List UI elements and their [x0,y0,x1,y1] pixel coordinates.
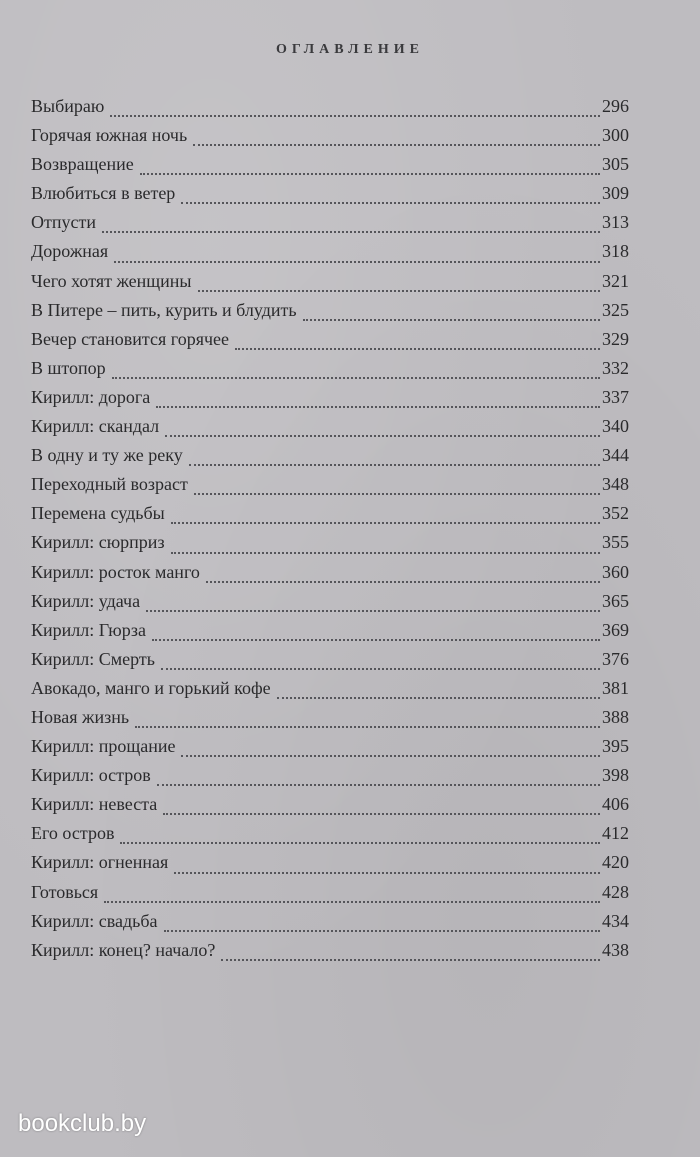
toc-entry [31,790,629,819]
toc-entry-title: Возвращение [31,154,134,175]
toc-entry-page: 420 [602,852,629,873]
toc-entry-page: 434 [602,910,629,931]
toc-entry [31,383,629,412]
toc-entry [31,92,629,121]
table-of-contents [31,92,629,965]
toc-entry-title: Кирилл: росток манго [31,561,200,582]
toc-entry [31,441,629,470]
dot-leader [174,872,600,874]
dot-leader [277,697,600,699]
toc-entry [31,587,629,616]
toc-entry-page: 344 [602,445,629,466]
toc-entry [31,645,629,674]
toc-entry [31,325,629,354]
toc-entry-title: Дорожная [31,241,109,262]
dot-leader [193,144,600,146]
toc-entry-title: Кирилл: Смерть [31,648,155,669]
dot-leader [198,290,600,292]
dot-leader [189,464,600,466]
toc-entry-title: Кирилл: прощание [31,736,176,757]
toc-entry-page: 309 [602,183,629,204]
toc-entry [31,528,629,557]
toc-entry-page: 388 [602,706,629,727]
toc-entry [31,412,629,441]
dot-leader [135,726,600,728]
toc-entry-title: Кирилл: скандал [31,416,160,437]
toc-entry-title: В одну и ту же реку [31,445,183,466]
toc-entry-title: Кирилл: остров [31,765,151,786]
toc-entry-page: 313 [602,212,629,233]
dot-leader [120,842,600,844]
dot-leader [114,261,600,263]
toc-entry-title: Выбираю [31,96,105,116]
toc-entry-page: 412 [602,823,629,844]
toc-entry-title: Горячая южная ночь [31,125,188,146]
dot-leader [171,552,600,554]
toc-entry-page: 369 [602,619,629,640]
toc-entry-page: 321 [602,270,629,291]
toc-entry-title: Кирилл: свадьба [31,910,158,931]
toc-entry-title: Кирилл: дорога [31,386,151,407]
toc-entry-title: Его остров [31,823,115,844]
toc-entry-title: В штопор [31,357,106,378]
toc-entry-title: Отпусти [31,212,96,233]
toc-entry [31,674,629,703]
toc-entry-page: 300 [602,125,629,146]
toc-entry [31,237,629,266]
toc-entry-page: 352 [602,503,629,524]
toc-entry [31,121,629,150]
toc-entry [31,179,629,208]
toc-entry-page: 381 [602,677,629,698]
toc-entry [31,470,629,499]
toc-entry-title: Новая жизнь [31,706,130,727]
toc-entry-page: 428 [602,881,629,902]
toc-entry-page: 318 [602,241,629,262]
toc-entry [31,354,629,383]
dot-leader [157,784,600,786]
toc-entry [31,150,629,179]
toc-entry-page: 360 [602,561,629,582]
toc-entry [31,703,629,732]
toc-entry-page: 406 [602,794,629,815]
toc-entry [31,907,629,936]
toc-entry-page: 395 [602,736,629,757]
dot-leader [206,581,600,583]
toc-entry-title: Кирилл: невеста [31,794,158,815]
toc-entry-page: 329 [602,328,629,349]
toc-entry-page: 348 [602,474,629,495]
toc-entry-page: 337 [602,386,629,407]
toc-entry-title: Влюбиться в ветер [31,183,176,204]
dot-leader [194,493,600,495]
toc-entry-title: В Питере – пить, курить и блудить [31,299,297,320]
toc-entry-title: Вечер становится горячее [31,328,230,349]
dot-leader [235,348,600,350]
toc-entry-title: Готовься [31,881,99,902]
toc-entry-page: 365 [602,590,629,611]
toc-entry [31,878,629,907]
toc-entry-title: Кирилл: конец? начало? [31,939,216,960]
toc-entry-title: Кирилл: Гюрза [31,619,147,640]
toc-entry [31,296,629,325]
dot-leader [221,959,600,961]
toc-entry-page: 325 [602,299,629,320]
dot-leader [152,639,600,641]
toc-entry [31,936,629,965]
dot-leader [110,115,600,117]
toc-entry-title: Кирилл: удача [31,590,141,611]
toc-entry-title: Чего хотят женщины [31,270,192,291]
toc-entry-page: 355 [602,532,629,553]
dot-leader [140,173,600,175]
dot-leader [163,813,600,815]
toc-entry-page: 398 [602,765,629,786]
dot-leader [156,406,600,408]
toc-entry [31,208,629,237]
toc-entry [31,267,629,296]
dot-leader [171,522,600,524]
dot-leader [104,901,600,903]
dot-leader [181,202,600,204]
dot-leader [146,610,600,612]
toc-entry-page: 296 [602,96,629,116]
dot-leader [102,231,600,233]
toc-entry [31,819,629,848]
toc-entry-title: Авокадо, манго и горький кофе [31,677,271,698]
dot-leader [165,435,600,437]
toc-entry-title: Перемена судьбы [31,503,165,524]
dot-leader [164,930,601,932]
toc-entry-title: Кирилл: сюрприз [31,532,165,553]
toc-entry [31,558,629,587]
toc-entry-page: 438 [602,939,629,960]
dot-leader [161,668,600,670]
toc-entry-page: 340 [602,416,629,437]
watermark-text: bookclub.by [18,1110,147,1137]
toc-entry [31,616,629,645]
dot-leader [303,319,600,321]
toc-entry-page: 305 [602,154,629,175]
toc-entry [31,848,629,877]
toc-entry-title: Кирилл: огненная [31,852,169,873]
toc-entry-page: 332 [602,357,629,378]
toc-entry-page: 376 [602,648,629,669]
toc-entry [31,499,629,528]
toc-entry [31,761,629,790]
dot-leader [181,755,600,757]
toc-entry [31,732,629,761]
page-heading: ОГЛАВЛЕНИЕ [276,42,424,57]
toc-entry-title: Переходный возраст [31,474,188,495]
dot-leader [112,377,600,379]
